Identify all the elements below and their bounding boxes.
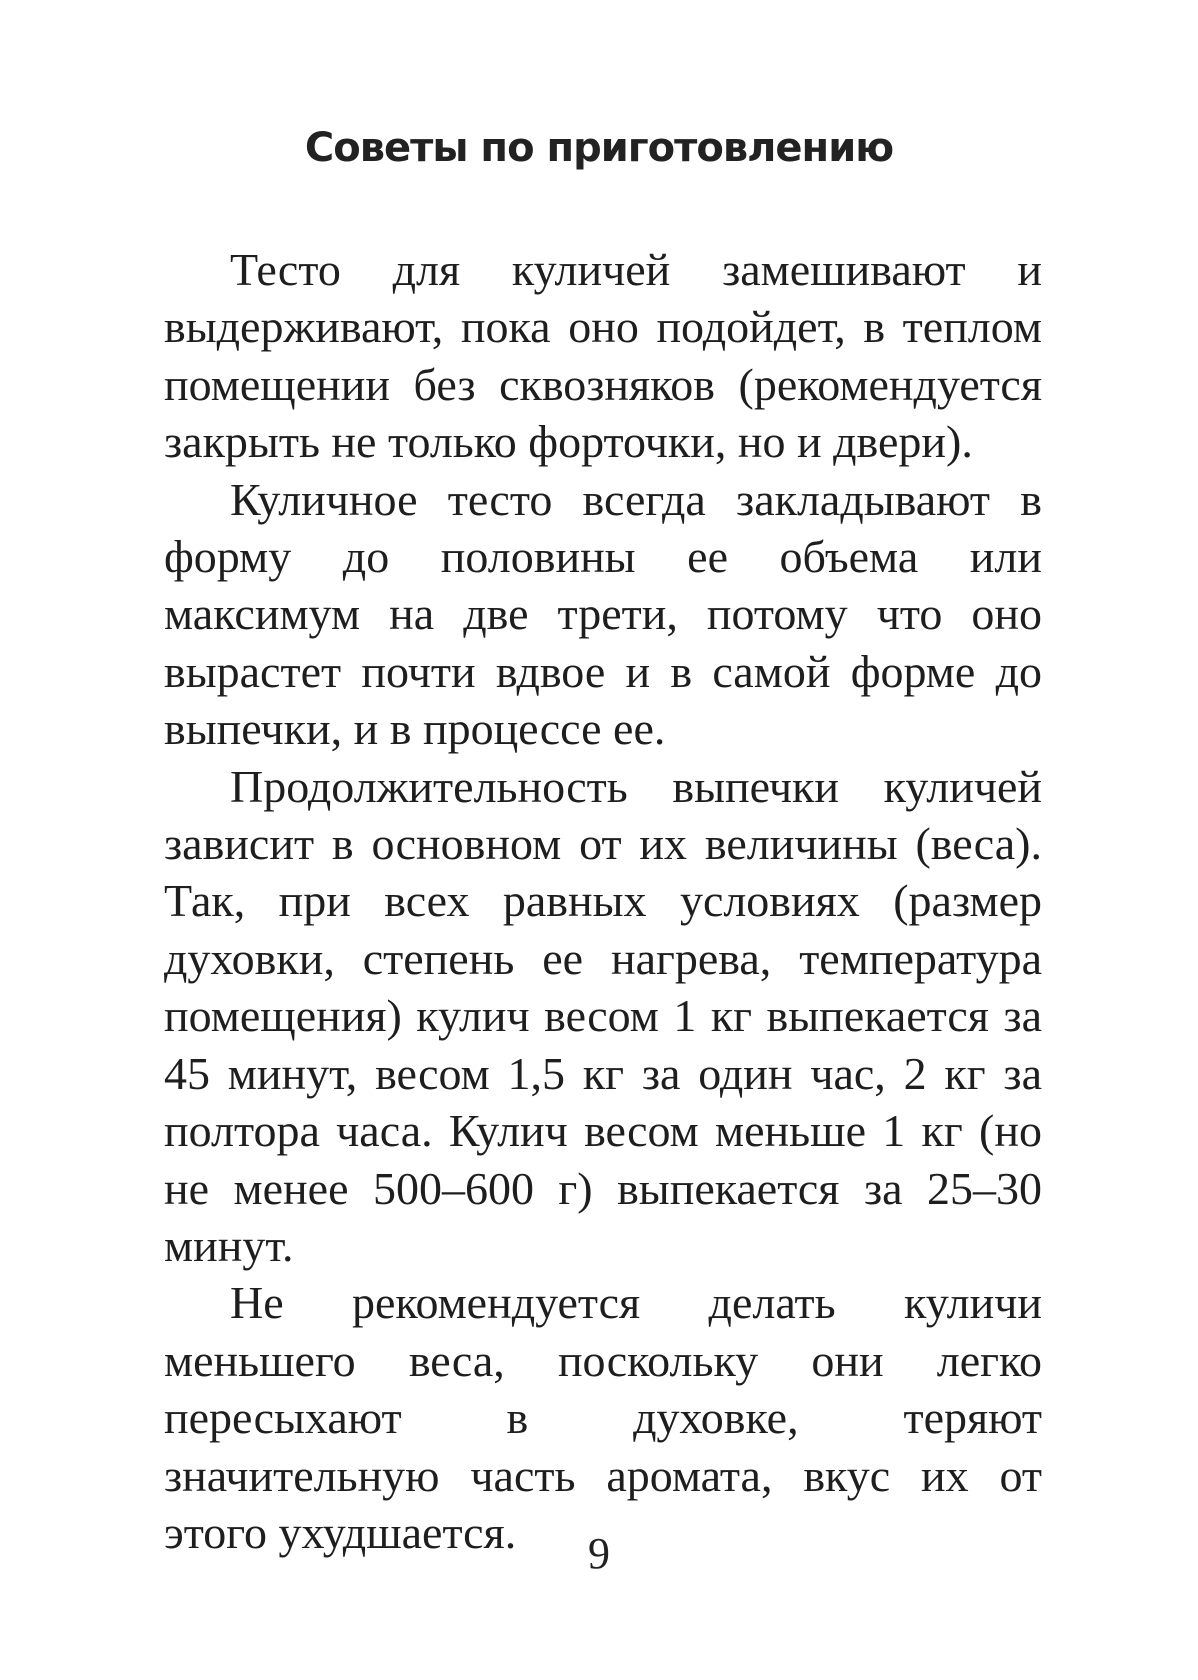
paragraph: Тесто для куличей замешивают и выдерживают, пока оно подойдет, в теплом помещении без сквозняков (рекомендуется закрыть не только форточки, но и двери). bbox=[164, 244, 1042, 468]
page-number: 9 bbox=[588, 1529, 610, 1578]
paragraph: Продолжительность выпечки куличей зависит в основном от их величины (веса). Так, при всех равных условиях (размер духовки, степень ее нагрева, температура помещения) кулич весом 1 кг выпекается за 45 минут, весом 1,5 кг за один час, 2 кг за полтора часа. Кулич весом меньше 1 кг (но не менее 500–600 г) выпекается за 25–30 минут. bbox=[164, 760, 1042, 1271]
paragraph: Не рекомендуется делать куличи меньшего веса, поскольку они легко пересыхают в духовке, теряют значительную часть аромата, вкус их от этого ухудшается. bbox=[164, 1277, 1042, 1558]
page-heading: Советы по приготовлению bbox=[304, 125, 894, 171]
body-text bbox=[164, 241, 1042, 1561]
paragraph: Куличное тесто всегда закладывают в форму до половины ее объема или максимум на две трети, потому что оно вырастет почти вдвое и в самой форме до выпечки, и в процессе ее. bbox=[164, 473, 1042, 755]
